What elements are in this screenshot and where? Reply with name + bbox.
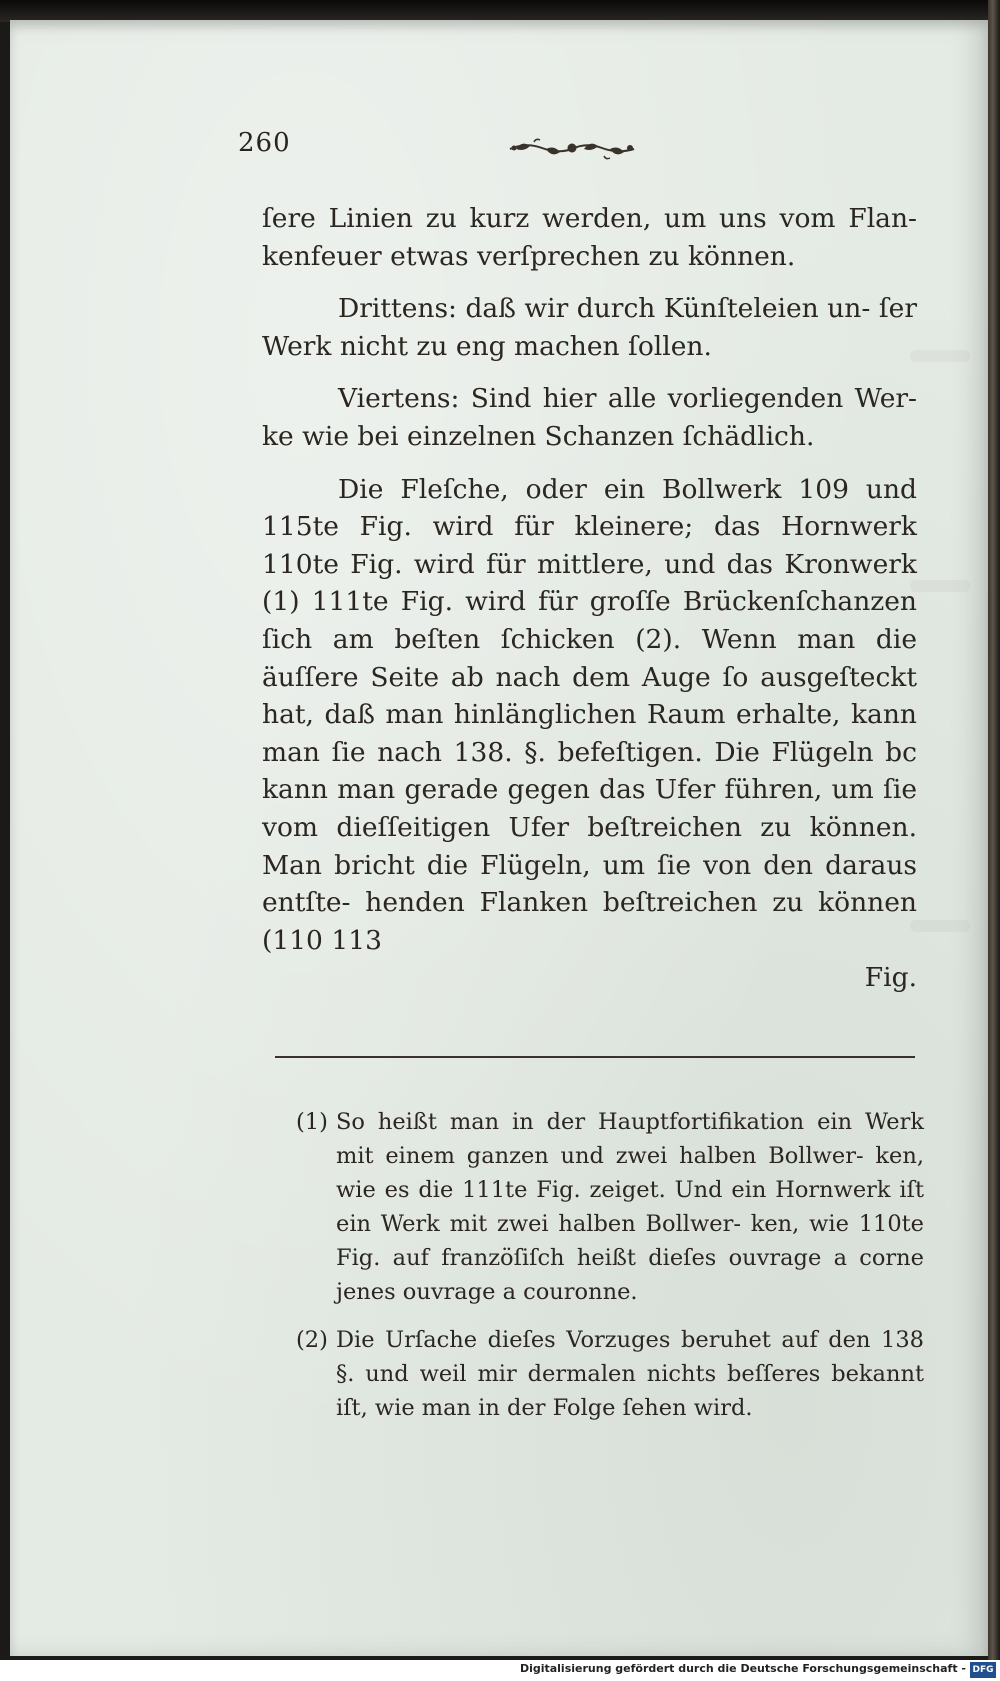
footnote-text: Die Urſache dieſes Vorzuges beruhet auf den 138 §. und weil mir dermalen nichts beſſeres bekannt iſt, wie man in der Folge ſehen wird. (336, 1327, 924, 1421)
footnotes (296, 1105, 924, 1439)
paragraph-end: Fig. (864, 962, 917, 994)
footnote-mark: (2) (296, 1327, 328, 1353)
paragraph: Drittens: daß wir durch Künſteleien un- ſer Werk nicht zu eng machen ſollen. (262, 293, 917, 362)
footnote (296, 1323, 924, 1425)
bleed-through (910, 580, 970, 592)
footnote-text: So heißt man in der Hauptfortifikation ein Werk mit einem ganzen und zwei halben Bollwer- ken, wie es die 111te Fig. zeiget. Und ein Hornwerk iſt ein Werk mit zwei halben Bollwer- ken, wie 110te Fig. auf franzöſiſch heißt dieſes ouvrage a corne jenes ouvrage a couronne. (336, 1109, 924, 1305)
main-text (262, 200, 917, 1012)
paragraph: Viertens: Sind hier alle vorliegenden Wer- ke wie bei einzelnen Schanzen ſchädlich. (262, 383, 917, 452)
paragraph: ſere Linien zu kurz werden, um uns vom Flan- kenfeuer etwas verſprechen zu können. (262, 203, 917, 272)
paragraph: Die Fleſche, oder ein Bollwerk 109 und 115te Fig. wird für kleinere; das Hornwerk 110te Fig. wird für mittlere, und das Kronwerk (1) 111te Fig. wird für groſſe Brückenſchanzen ſich am beſten ſchicken (2). Wenn man die äuſſere Seite ab nach dem Auge ſo ausgeſteckt hat, daß man hinlänglichen Raum erhalte, kann man ſie nach 138. §. befeſtigen. Die Flügeln bc kann man gerade gegen das Ufer führen, um ſie vom dieſſeitigen Ufer beſtreichen zu können. Man bricht die Flügeln, um ſie von den daraus entſte- henden Flanken beſtreichen zu können (110 113 (262, 473, 917, 956)
scan-top-edge (0, 0, 1000, 22)
digitization-footer (0, 1660, 1000, 1681)
scan-right-edge (988, 0, 1000, 1660)
page-header (238, 128, 938, 178)
floral-vignette-icon (506, 134, 638, 164)
bleed-through (910, 350, 970, 362)
footnote (296, 1105, 924, 1309)
footnote-divider (275, 1056, 915, 1058)
dfg-logo-icon: DFG (970, 1662, 996, 1678)
page-number: 260 (238, 128, 291, 158)
bleed-through (910, 920, 970, 932)
footnote-mark: (1) (296, 1109, 328, 1135)
funding-credit: Digitalisierung gefördert durch die Deutsche Forschungsgemeinschaft - (519, 1662, 966, 1675)
